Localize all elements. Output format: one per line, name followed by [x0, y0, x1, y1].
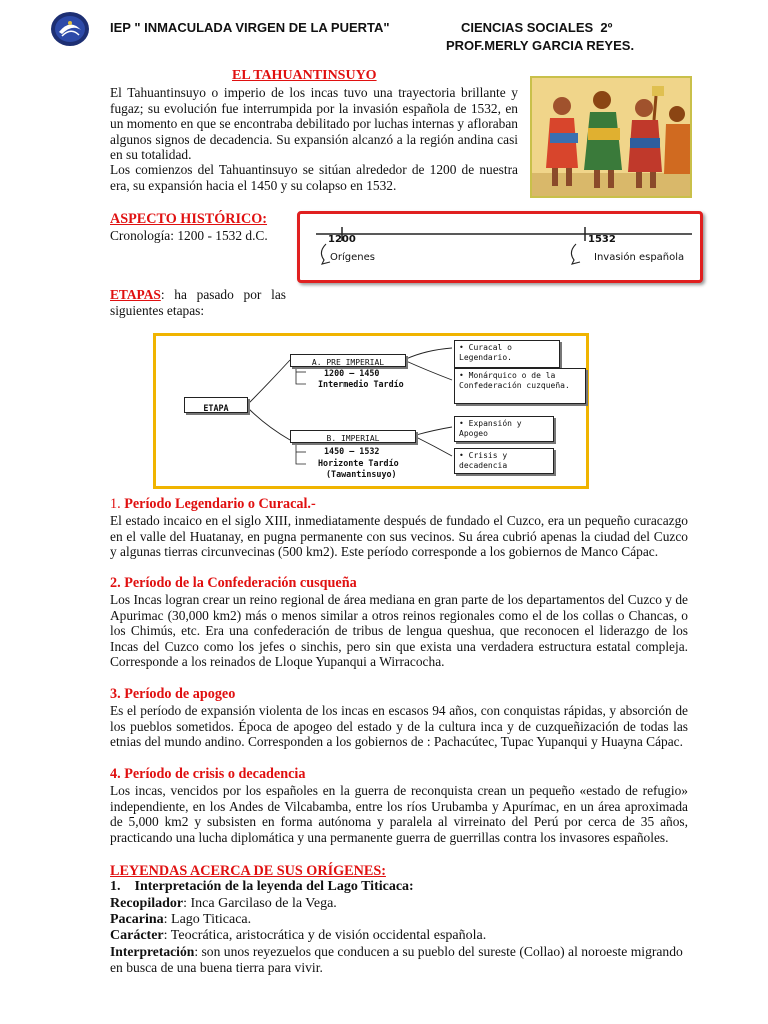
period-1-num: 1.: [110, 496, 121, 512]
diagram-root-label: ETAPA: [203, 403, 229, 413]
diagram-b-item-1: • Expansión y Apogeo: [454, 416, 554, 442]
diagram-b-title: B. IMPERIAL: [326, 434, 380, 443]
diagram-a-box: [290, 354, 406, 367]
arrow-start-icon: [321, 244, 330, 264]
caracter-label: Carácter: [110, 928, 164, 943]
interpretacion-row: [110, 944, 688, 975]
etapas-intro: [110, 287, 286, 318]
leyenda-1-title: [110, 879, 414, 895]
period-3-heading: [110, 686, 235, 703]
period-2-num: 2.: [110, 575, 121, 591]
page-title: EL TAHUANTINSUYO: [232, 68, 377, 83]
diagram-a-item-2: • Monárquico o de la Confederación cuzqueña.: [454, 368, 586, 404]
diagram-a-title: A. PRE IMPERIAL: [311, 358, 385, 367]
etapas-heading: ETAPAS: [110, 287, 161, 302]
etapas-diagram: [153, 333, 589, 489]
intro-paragraph-1: El Tahuantinsuyo o imperio de los incas tuvo una trayectoria brillante y fugaz; su evolución fue interrumpida por la invasión española de 1532, en un momento en que se encontraba debilitado por luchas internas y afloraban algunos signos de decadencia. Su expansión alcanzó a la región andina casi en su totalidad.: [110, 85, 518, 163]
school-name: IEP " INMACULADA VIRGEN DE LA PUERTA": [110, 20, 390, 35]
timeline-start-year: 1200: [328, 234, 356, 245]
period-4-title: Período de crisis o decadencia: [124, 766, 306, 782]
diagram-b-period-2: (Tawantinsuyo): [326, 469, 397, 479]
diagram-b-item-2: • Crisis y decadencia: [454, 448, 554, 474]
diagram-b-period: Horizonte Tardío: [318, 458, 399, 468]
recopilador-value: : Inca Garcilaso de la Vega.: [183, 896, 337, 911]
diagram-b-box: [290, 430, 416, 443]
period-4-heading: [110, 766, 305, 783]
period-4-num: 4.: [110, 766, 121, 782]
period-4-text: Los incas, vencidos por los españoles en la guerra de reconquista crean un pequeño «estado de refugio» independiente, en los Andes de Vilcabamba, entre los ríos Urubamba y Apurímac, en un área aproximada de 5,000 km2 y subsisten en forma autónoma y paralela al virreinato del Perú por cerca de 35 años, practicando una lucha diplomática y una permanente guerra de guerrillas contra los invasores españoles.: [110, 783, 688, 845]
etapas-text: : ha pasado por las siguientes etapas:: [110, 287, 286, 318]
diagram-a-years: 1200 – 1450: [324, 368, 380, 378]
diagram-a-item-1: • Curacal o Legendario.: [454, 340, 560, 368]
leyenda-1-title-text: 1. Interpretación de la leyenda del Lago Titicaca:: [110, 879, 414, 894]
inca-illustration: [530, 76, 692, 198]
school-crest: [50, 10, 90, 48]
period-1-heading: [110, 496, 316, 513]
pacarina-label: Pacarina: [110, 912, 164, 927]
subject-line: [461, 20, 612, 35]
timeline-box: [297, 211, 703, 283]
diagram-root-box: [184, 397, 248, 413]
intro-paragraph-2: Los comienzos del Tahuantinsuyo se sitúan alrededor de 1200 de nuestra era, su expansión hacia el 1450 y su colapso en 1532.: [110, 162, 518, 193]
period-2-heading: [110, 575, 357, 592]
period-3-num: 3.: [110, 686, 121, 702]
period-2-text: Los Incas logran crear un reino regional de área mediana en gran parte de los departamentos del Cuzco y de Apurimac (30,000 km2) más o menos similar a otros reinos regionales como el de los collas o Chancas, o los Chimús, etc. Era una confederación de tribus de lengua queshua, que reconocen el liderazgo de los Incas del Cuzco como los jefes o sinchis, pero sin que exista una verdadera estructura estatal compleja. Corresponde a los reinados de Lloque Yupanqui a Wirracocha.: [110, 592, 688, 670]
period-1-text: El estado incaico en el siglo XIII, inmediatamente después de fundado el Cuzco, era un pequeño curacazgo en el valle del Huatanay, en pugna permanente con sus vecinos. Su área cubrió apenas la ciudad del Cuzco y algunas tierras circunvecinas (500 km2). Este período corresponde a los gobiernos de Manco Cápac.: [110, 513, 688, 560]
pacarina-value: : Lago Titicaca.: [163, 912, 252, 927]
pacarina-row: [110, 912, 251, 928]
cronologia: Cronología: 1200 - 1532 d.C.: [110, 228, 268, 243]
recopilador-row: [110, 896, 337, 912]
recopilador-label: Recopilador: [110, 896, 184, 911]
interpretacion-label: Interpretación: [110, 944, 195, 959]
diagram-a-period: Intermedio Tardío: [318, 379, 404, 389]
timeline-start-label: Orígenes: [330, 252, 375, 263]
interpretacion-value: : son unos reyezuelos que conducen a su pueblo del sureste (Collao) al noroeste migrando en busca de una buena tierra para vivir.: [110, 944, 683, 975]
historico-heading: ASPECTO HISTÓRICO:: [110, 211, 268, 227]
timeline-end-label: Invasión española: [594, 252, 685, 263]
period-1-title: Período Legendario o Curacal.-: [124, 496, 316, 512]
caracter-value: : Teocrática, aristocrática y de visión occidental española.: [163, 928, 487, 943]
subject: CIENCIAS SOCIALES: [461, 20, 594, 35]
arrow-end-icon: [571, 244, 580, 264]
timeline-end-year: 1532: [588, 234, 616, 245]
caracter-row: [110, 928, 486, 944]
period-3-title: Período de apogeo: [124, 686, 236, 702]
leyendas-heading: LEYENDAS ACERCA DE SUS ORÍGENES:: [110, 863, 386, 879]
diagram-b-years: 1450 – 1532: [324, 446, 380, 456]
teacher-name: PROF.MERLY GARCIA REYES.: [446, 38, 635, 53]
period-3-text: Es el período de expansión violenta de los incas en escasos 94 años, con conquistas rápidas, y absorción de los pueblos sometidos. Época de apogeo del estado y de la cultura inca y de cuzqueñización de todas las etnias del mundo andino. Corresponden a los gobiernos de : Pachacútec, Tupac Yupanqui y Huayna Cápac.: [110, 703, 688, 750]
period-2-title: Período de la Confederación cusqueña: [124, 575, 357, 591]
grade: 2º: [600, 20, 613, 35]
